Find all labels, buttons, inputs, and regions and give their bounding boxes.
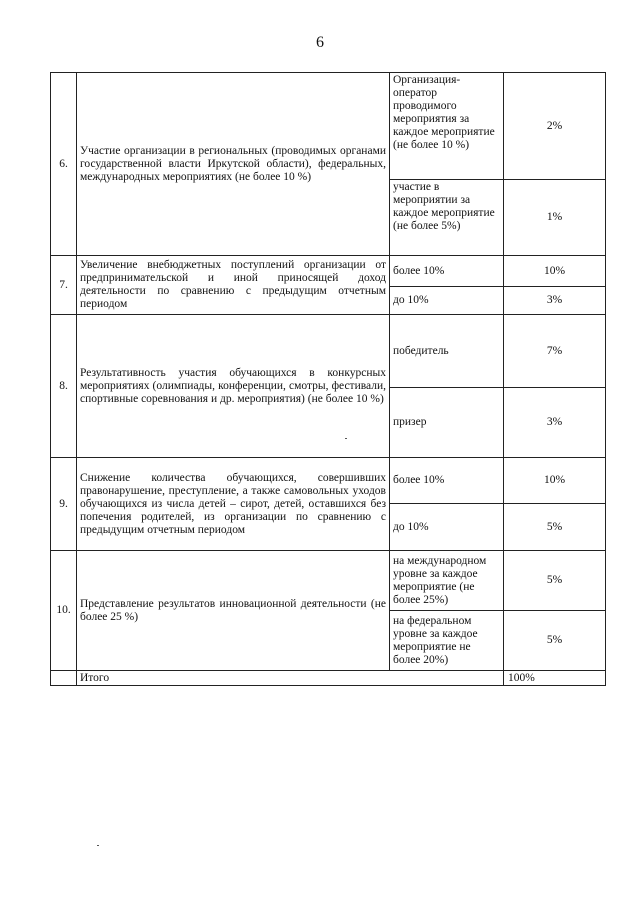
row-number: 6. xyxy=(51,73,77,256)
criterion-condition: до 10% xyxy=(390,504,504,551)
criterion-value: 3% xyxy=(504,287,606,315)
criterion-value: 5% xyxy=(504,611,606,671)
row-description: Участие организации в региональных (проводимых органами государственной власти Иркутской области), федеральных, международных мероприятиях (не более 10 %) xyxy=(77,73,390,256)
criterion-condition: победитель xyxy=(390,315,504,388)
table-row xyxy=(51,551,606,611)
total-value: 100% xyxy=(504,671,606,686)
total-number-cell xyxy=(51,671,77,686)
total-label: Итого xyxy=(77,671,504,686)
scan-speck xyxy=(97,845,99,846)
row-number: 9. xyxy=(51,458,77,551)
criterion-condition: участие в мероприятии за каждое мероприятие (не более 5%) xyxy=(390,180,504,256)
table-row xyxy=(51,73,606,180)
table-row xyxy=(51,256,606,287)
row-description: Увеличение внебюджетных поступлений организации от предпринимательской и иной приносящей доход деятельности по сравнению с предыдущим отчетным периодом xyxy=(77,256,390,315)
criterion-value: 5% xyxy=(504,504,606,551)
page-number: 6 xyxy=(316,34,324,51)
criterion-value: 1% xyxy=(504,180,606,256)
criterion-condition: призер xyxy=(390,388,504,458)
criterion-value: 10% xyxy=(504,256,606,287)
criterion-condition: на федеральном уровне за каждое мероприятие не более 20%) xyxy=(390,611,504,671)
criterion-condition: на международном уровне за каждое мероприятие (не более 25%) xyxy=(390,551,504,611)
criterion-condition: до 10% xyxy=(390,287,504,315)
row-description: Представление результатов инновационной деятельности (не более 25 %) xyxy=(77,551,390,671)
row-description: Снижение количества обучающихся, совершивших правонарушение, преступление, а также самовольных уходов обучающихся из числа детей – сирот, детей, оставшихся без попечения родителей, из организации по сравнению с предыдущим отчетным периодом xyxy=(77,458,390,551)
total-row xyxy=(51,671,606,686)
criteria-table xyxy=(50,72,606,686)
row-number: 7. xyxy=(51,256,77,315)
criterion-value: 2% xyxy=(504,73,606,180)
criterion-value: 7% xyxy=(504,315,606,388)
criterion-condition: более 10% xyxy=(390,458,504,504)
criterion-condition: Организация-оператор проводимого мероприятия за каждое мероприятие (не более 10 %) xyxy=(390,73,504,180)
row-number: 8. xyxy=(51,315,77,458)
criterion-value: 3% xyxy=(504,388,606,458)
table-row xyxy=(51,315,606,388)
table-row xyxy=(51,458,606,504)
row-number: 10. xyxy=(51,551,77,671)
criterion-condition: более 10% xyxy=(390,256,504,287)
scan-speck xyxy=(345,438,347,439)
criterion-value: 10% xyxy=(504,458,606,504)
row-description: Результативность участия обучающихся в конкурсных мероприятиях (олимпиады, конференции, смотры, фестивали, спортивные соревнования и др. мероприятия) (не более 10 %) xyxy=(77,315,390,458)
criterion-value: 5% xyxy=(504,551,606,611)
